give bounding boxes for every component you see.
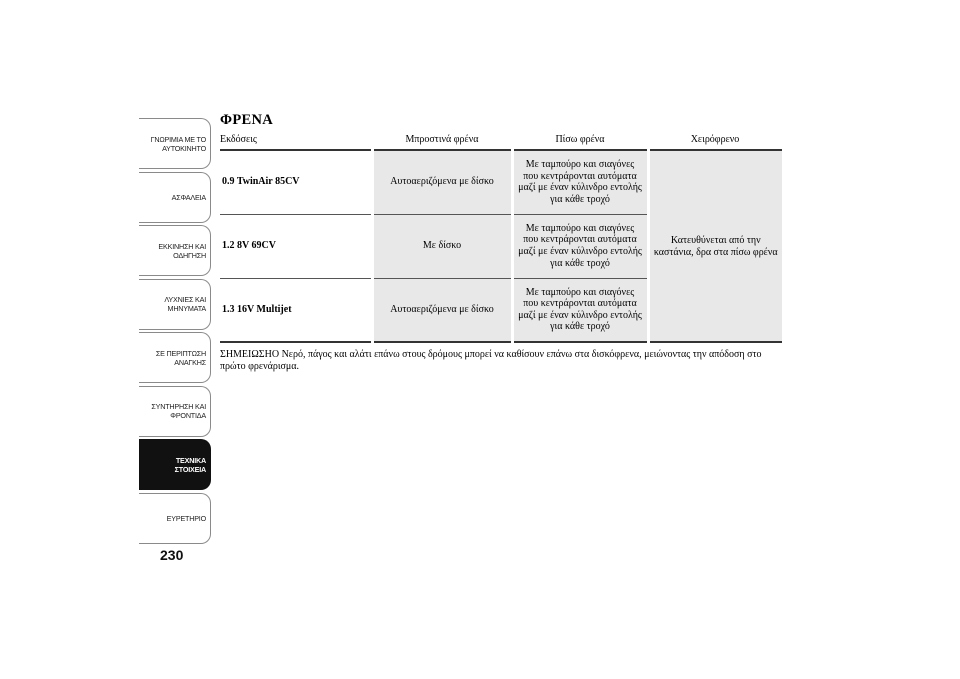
section-title: ΦΡΕΝΑ (220, 112, 273, 128)
header-front-brakes: Μπροστινά φρένα (372, 132, 512, 150)
header-versions: Εκδόσεις (220, 132, 372, 150)
brakes-table (220, 132, 782, 343)
model-cell: 0.9 TwinAir 85CV (220, 150, 372, 214)
handbrake-cell: Κατευθύνεται από την καστάνια, δρα στα πίσω φρένα (648, 150, 782, 342)
tab-label: ΣΥΝΤΗΡΗΣΗ ΚΑΙ ΦΡΟΝΤΙΔΑ (151, 402, 206, 420)
header-handbrake: Χειρόφρενο (648, 132, 782, 150)
model-cell: 1.2 8V 69CV (220, 214, 372, 278)
tab-warning-lights[interactable] (139, 279, 211, 330)
rear-brake-cell: Με ταμπούρο και σιαγόνες που κεντράρονται αυτόματα μαζί με έναν κύλινδρο εντολής για κάθε τροχό (512, 150, 648, 214)
tab-getting-to-know[interactable] (139, 118, 211, 169)
tab-label: ΕΚΚΙΝΗΣΗ ΚΑΙ ΟΔΗΓΗΣΗ (158, 241, 206, 260)
front-brake-cell: Με δίσκο (372, 214, 512, 278)
rear-brake-cell: Με ταμπούρο και σιαγόνες που κεντράρονται αυτόματα μαζί με έναν κύλινδρο εντολής για κάθε τροχό (512, 214, 648, 278)
page-content (220, 112, 782, 383)
model-cell: 1.3 16V Multijet (220, 278, 372, 342)
tab-emergency[interactable] (139, 332, 211, 383)
tab-index[interactable] (139, 493, 211, 544)
header-rear-brakes: Πίσω φρένα (512, 132, 648, 150)
tab-starting-driving[interactable] (139, 225, 211, 276)
tab-label: ΓΝΩΡΙΜΙΑ ΜΕ ΤΟ ΑΥΤΟΚΙΝΗΤΟ (150, 134, 206, 153)
tab-label: ΑΣΦΑΛΕΙΑ (171, 192, 206, 202)
tab-safety[interactable] (139, 172, 211, 223)
page-number: 230 (160, 547, 184, 563)
front-brake-cell: Αυτοαεριζόμενα με δίσκο (372, 278, 512, 342)
tab-label: ΛΥΧΝΙΕΣ ΚΑΙ ΜΗΝΥΜΑΤΑ (164, 295, 206, 313)
table-row (220, 150, 782, 214)
chapter-tabs (139, 118, 211, 546)
tab-label: ΣΕ ΠΕΡΙΠΤΩΣΗ ΑΝΑΓΚΗΣ (155, 348, 206, 367)
note-text: ΣΗΜΕΙΩΣΗΟ Νερό, πάγος και αλάτι επάνω στους δρόμους μπορεί να καθίσουν επάνω στα δισκόφρενα, μειώνοντας την απόδοση στο πρώτο φρενάρισμα. (220, 349, 762, 372)
table-header-row (220, 132, 782, 150)
tab-maintenance[interactable] (139, 386, 211, 437)
rear-brake-cell: Με ταμπούρο και σιαγόνες που κεντράρονται αυτόματα μαζί με έναν κύλινδρο εντολής για κάθε τροχό (512, 278, 648, 342)
tab-technical-data[interactable] (139, 439, 211, 490)
tab-label: ΤΕΧΝΙΚΑ ΣΤΟΙΧΕΙΑ (174, 455, 206, 474)
tab-label: ΕΥΡΕΤΗΡΙΟ (166, 513, 206, 523)
front-brake-cell: Αυτοαεριζόμενα με δίσκο (372, 150, 512, 214)
